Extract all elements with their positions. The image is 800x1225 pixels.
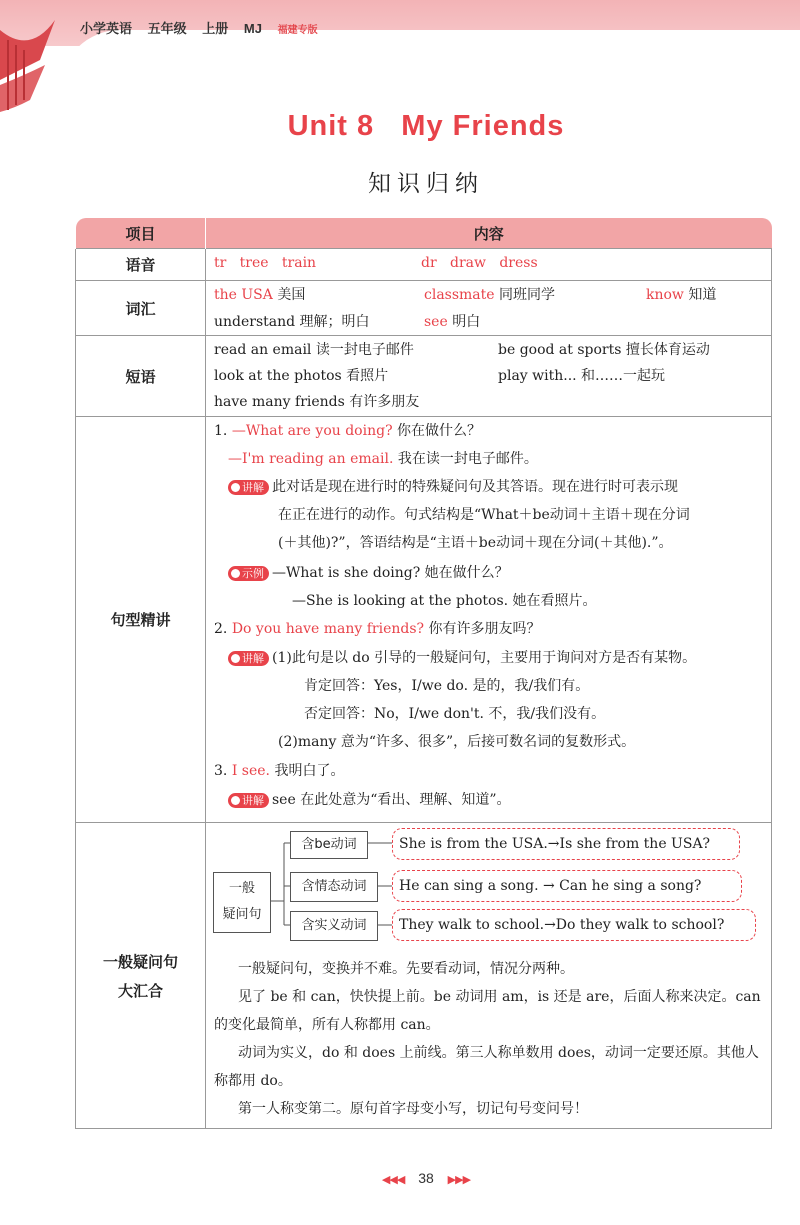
rhyme-paragraph: 见了 be 和 can，快快提上前。be 动词用 am，is 还是 are，后面人称来决定。can 的变化最简单，所有人称都用 can。 (214, 989, 761, 1033)
vocab-meaning: 明白 (452, 314, 481, 330)
vocab-word: the USA (214, 287, 273, 303)
pagoda-decoration-icon (0, 0, 70, 120)
phrase-item: look at the photos 看照片 (214, 368, 389, 384)
vocab-meaning: 知道 (688, 287, 717, 303)
vocab-meaning: 美国 (277, 287, 306, 303)
phonics-dr: dr draw dress (421, 255, 538, 271)
root-line: 一般 (228, 881, 255, 896)
explain-tag: 讲解 (228, 651, 269, 666)
unit-title: Unit 8 My Friends (287, 110, 565, 142)
table-header-row (76, 218, 772, 249)
page-footer (0, 1170, 800, 1186)
rhyme-paragraph: 第一人称变第二。原句首字母变小写，切记句号变问号！ (238, 1101, 588, 1117)
explain-text: (2)many 意为“许多、很多”，后接可数名词的复数形式。 (278, 734, 636, 750)
row-label-phonics: 语音 (76, 249, 206, 281)
example-box: She is from the USA.→Is she from the USA? (392, 828, 740, 860)
explain-text: 否定回答：No，I/we don't. 不，我/我们没有。 (304, 706, 606, 722)
header-subject: 小学英语 (80, 21, 133, 36)
phrase-item: have many friends 有许多朋友 (214, 394, 420, 410)
example-tag: 示例 (228, 566, 269, 581)
sentence-en: —I'm reading an email. (228, 451, 394, 467)
page-number: 38 (418, 1170, 434, 1186)
phrase-item: read an email 读一封电子邮件 (214, 342, 414, 358)
header-edition: 福建专版 (277, 25, 318, 36)
col-header-item: 项目 (76, 218, 206, 249)
row-label-summary (76, 823, 206, 1129)
summary-label-line: 大汇合 (117, 981, 163, 1000)
table-row (76, 417, 772, 823)
table-row (76, 336, 772, 417)
example-text: —What is she doing? 她在做什么？ (272, 565, 509, 581)
vocab-understand: understand 理解；明白 (214, 314, 370, 330)
next-arrows-icon: ▶▶▶ (447, 1174, 471, 1186)
sentence-en: Do you have many friends? (231, 621, 425, 637)
sentence-cn: 我在读一封电子邮件。 (397, 451, 538, 467)
explain-text: 此对话是现在进行时的特殊疑问句及其答语。现在进行时可表示现 (272, 479, 678, 495)
root-line: 疑问句 (222, 907, 262, 922)
phrase-item: be good at sports 擅长体育运动 (498, 342, 710, 358)
col-header-content: 内容 (206, 218, 772, 249)
sentence-en: I see. (231, 763, 270, 779)
explain-text: (＋其他)?”，答语结构是“主语＋be动词＋现在分词(＋其他).”。 (278, 535, 673, 551)
sentence-cn: 我明白了。 (274, 763, 345, 779)
prev-arrows-icon: ◀◀◀ (381, 1174, 405, 1186)
rhyme-paragraph: 一般疑问句，变换并不难。先要看动词，情况分两种。 (238, 961, 574, 977)
root-box (213, 872, 271, 933)
header-version: MJ (243, 21, 262, 36)
sentence-cn: 你在做什么？ (397, 423, 482, 439)
explain-tag: 讲解 (228, 793, 269, 808)
phonics-tr: tr tree train (214, 255, 317, 271)
row-label-sentences: 句型精讲 (76, 417, 206, 823)
summary-label-line: 一般疑问句 (102, 952, 178, 971)
sentence-cn: 你有许多朋友吗？ (428, 621, 541, 637)
vocab-word: see (424, 314, 448, 330)
phrase-item: play with... 和……一起玩 (498, 368, 666, 384)
example-box: He can sing a song. → Can he sing a song? (392, 870, 742, 902)
table-row (76, 823, 772, 1129)
explain-tag: 讲解 (228, 480, 269, 495)
example-box: They walk to school.→Do they walk to school? (392, 909, 756, 941)
vocab-meaning: 同班同学 (499, 287, 556, 303)
example-text: —She is looking at the photos. 她在看照片。 (292, 593, 597, 609)
row-label-vocab: 词汇 (76, 281, 206, 336)
vocab-word: classmate (424, 287, 495, 303)
table-row (76, 249, 772, 281)
knowledge-table (75, 218, 772, 1129)
row-label-phrases: 短语 (76, 336, 206, 417)
book-header (80, 18, 330, 37)
section-title: 知识归纳 (368, 171, 484, 197)
sentence-en: —What are you doing? (231, 423, 393, 439)
branch-box: 含be动词 (290, 831, 368, 859)
banner-curve (60, 30, 800, 90)
vocab-word: know (646, 287, 684, 303)
table-row (76, 281, 772, 336)
explain-text: (1)此句是以 do 引导的一般疑问句，主要用于询问对方是否有某物。 (272, 650, 697, 666)
header-grade: 五年级 (147, 21, 187, 36)
explain-text: see 在此处意为“看出、理解、知道”。 (272, 792, 511, 808)
sentence-number: 2. (214, 621, 228, 637)
branch-box: 含实义动词 (290, 911, 378, 941)
explain-text: 肯定回答：Yes，I/we do. 是的，我/我们有。 (304, 678, 590, 694)
sentence-number: 3. (214, 763, 228, 779)
sentence-number: 1. (214, 423, 228, 439)
branch-box: 含情态动词 (290, 872, 378, 902)
rhyme-paragraph: 动词为实义，do 和 does 上前线。第三人称单数用 does，动词一定要还原。其他人称都用 do。 (214, 1045, 759, 1089)
explain-text: 在正在进行的动作。句式结构是“What＋be动词＋主语＋现在分词 (278, 507, 690, 523)
header-volume: 上册 (202, 21, 229, 36)
